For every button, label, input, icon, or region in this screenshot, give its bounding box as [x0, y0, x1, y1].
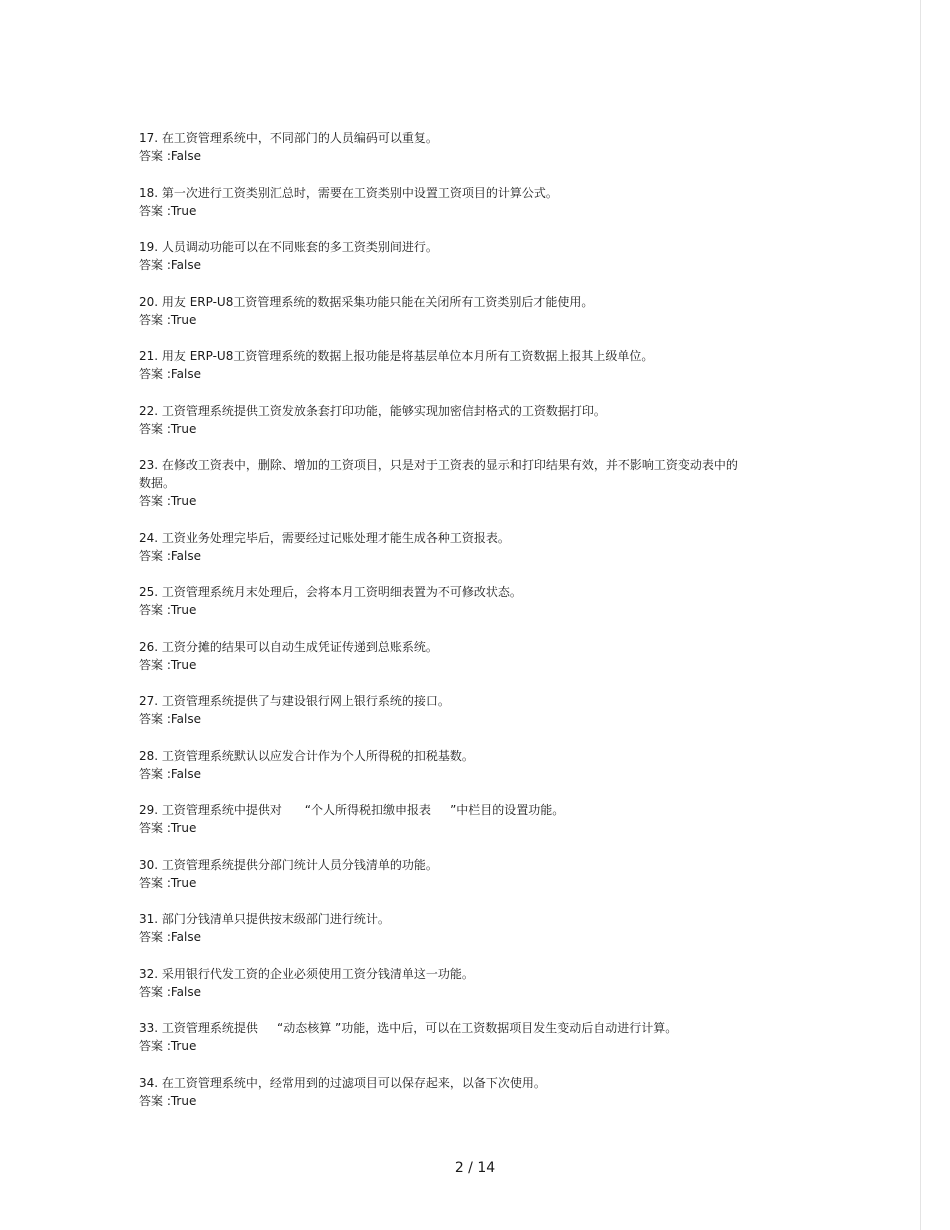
question-text: 21. 用友 ERP-U8工资管理系统的数据上报功能是将基层单位本月所有工资数据上报其上级单位。 — [139, 349, 654, 363]
question-text: 18. 第一次进行工资类别汇总时，需要在工资类别中设置工资项目的计算公式。 — [139, 185, 558, 200]
answer-text: 答案 :False — [139, 930, 201, 944]
qa-item-32 — [139, 965, 749, 1001]
question-text: 28. 工资管理系统默认以应发合计作为个人所得税的扣税基数。 — [139, 748, 474, 763]
qa-item-31 — [139, 910, 749, 946]
page-number: 2 / 14 — [454, 1160, 496, 1176]
qa-item-25 — [139, 583, 749, 619]
answer-text: 答案 :True — [139, 603, 197, 617]
qa-item-19 — [139, 238, 749, 274]
question-text: 30. 工资管理系统提供分部门统计人员分钱清单的功能。 — [139, 857, 438, 872]
qa-item-28 — [139, 747, 749, 783]
answer-text: 答案 :True — [139, 312, 197, 327]
question-text: 24. 工资业务处理完毕后，需要经过记账处理才能生成各种工资报表。 — [139, 530, 510, 545]
question-text: 33. 工资管理系统提供 “动态核算 ”功能，选中后，可以在工资数据项目发生变动后自动进行计算。 — [139, 1021, 678, 1035]
answer-text: 答案 :False — [139, 367, 201, 381]
qa-item-27 — [139, 692, 749, 728]
question-text: 31. 部门分钱清单只提供按末级部门进行统计。 — [139, 912, 390, 926]
question-text: 19. 人员调动功能可以在不同账套的多工资类别间进行。 — [139, 240, 438, 254]
answer-text: 答案 :True — [139, 421, 197, 436]
answer-text: 答案 :True — [139, 821, 197, 835]
answer-text: 答案 :False — [139, 984, 201, 999]
answer-text: 答案 :False — [139, 548, 201, 563]
question-text: 23. 在修改工资表中，删除、增加的工资项目，只是对于工资表的显示和打印结果有效，并不影响工资变动表中的数据。 — [139, 458, 738, 490]
qa-item-33 — [139, 1019, 749, 1055]
qa-item-29 — [139, 801, 749, 837]
question-text: 26. 工资分摊的结果可以自动生成凭证传递到总账系统。 — [139, 639, 438, 654]
page-edge-divider — [920, 0, 921, 1230]
answer-text: 答案 :False — [139, 258, 201, 272]
qa-item-24 — [139, 529, 749, 565]
question-text: 34. 在工资管理系统中，经常用到的过滤项目可以保存起来，以备下次使用。 — [139, 1075, 546, 1090]
qa-item-21 — [139, 347, 749, 383]
qa-item-26 — [139, 638, 749, 674]
question-text: 20. 用友 ERP-U8工资管理系统的数据采集功能只能在关闭所有工资类别后才能使用。 — [139, 294, 594, 309]
qa-item-22 — [139, 402, 749, 438]
question-text: 22. 工资管理系统提供工资发放条套打印功能，能够实现加密信封格式的工资数据打印。 — [139, 403, 606, 418]
answer-text: 答案 :True — [139, 1039, 197, 1053]
qa-item-23 — [139, 456, 749, 510]
qa-item-17 — [139, 129, 749, 165]
question-text: 29. 工资管理系统中提供对 “个人所得税扣缴申报表 ”中栏目的设置功能。 — [139, 803, 565, 817]
qa-item-34 — [139, 1074, 749, 1110]
question-text: 27. 工资管理系统提供了与建设银行网上银行系统的接口。 — [139, 694, 450, 708]
answer-text: 答案 :True — [139, 657, 197, 672]
answer-text: 答案 :True — [139, 203, 197, 218]
qa-item-18 — [139, 184, 749, 220]
question-text: 25. 工资管理系统月末处理后，会将本月工资明细表置为不可修改状态。 — [139, 585, 522, 599]
qa-list — [139, 129, 749, 1128]
answer-text: 答案 :True — [139, 875, 197, 890]
answer-text: 答案 :False — [139, 712, 201, 726]
qa-item-30 — [139, 856, 749, 892]
qa-item-20 — [139, 293, 749, 329]
answer-text: 答案 :False — [139, 149, 201, 163]
answer-text: 答案 :True — [139, 1093, 197, 1108]
question-text: 17. 在工资管理系统中，不同部门的人员编码可以重复。 — [139, 131, 438, 145]
answer-text: 答案 :False — [139, 766, 201, 781]
question-text: 32. 采用银行代发工资的企业必须使用工资分钱清单这一功能。 — [139, 966, 474, 981]
answer-text: 答案 :True — [139, 494, 197, 508]
